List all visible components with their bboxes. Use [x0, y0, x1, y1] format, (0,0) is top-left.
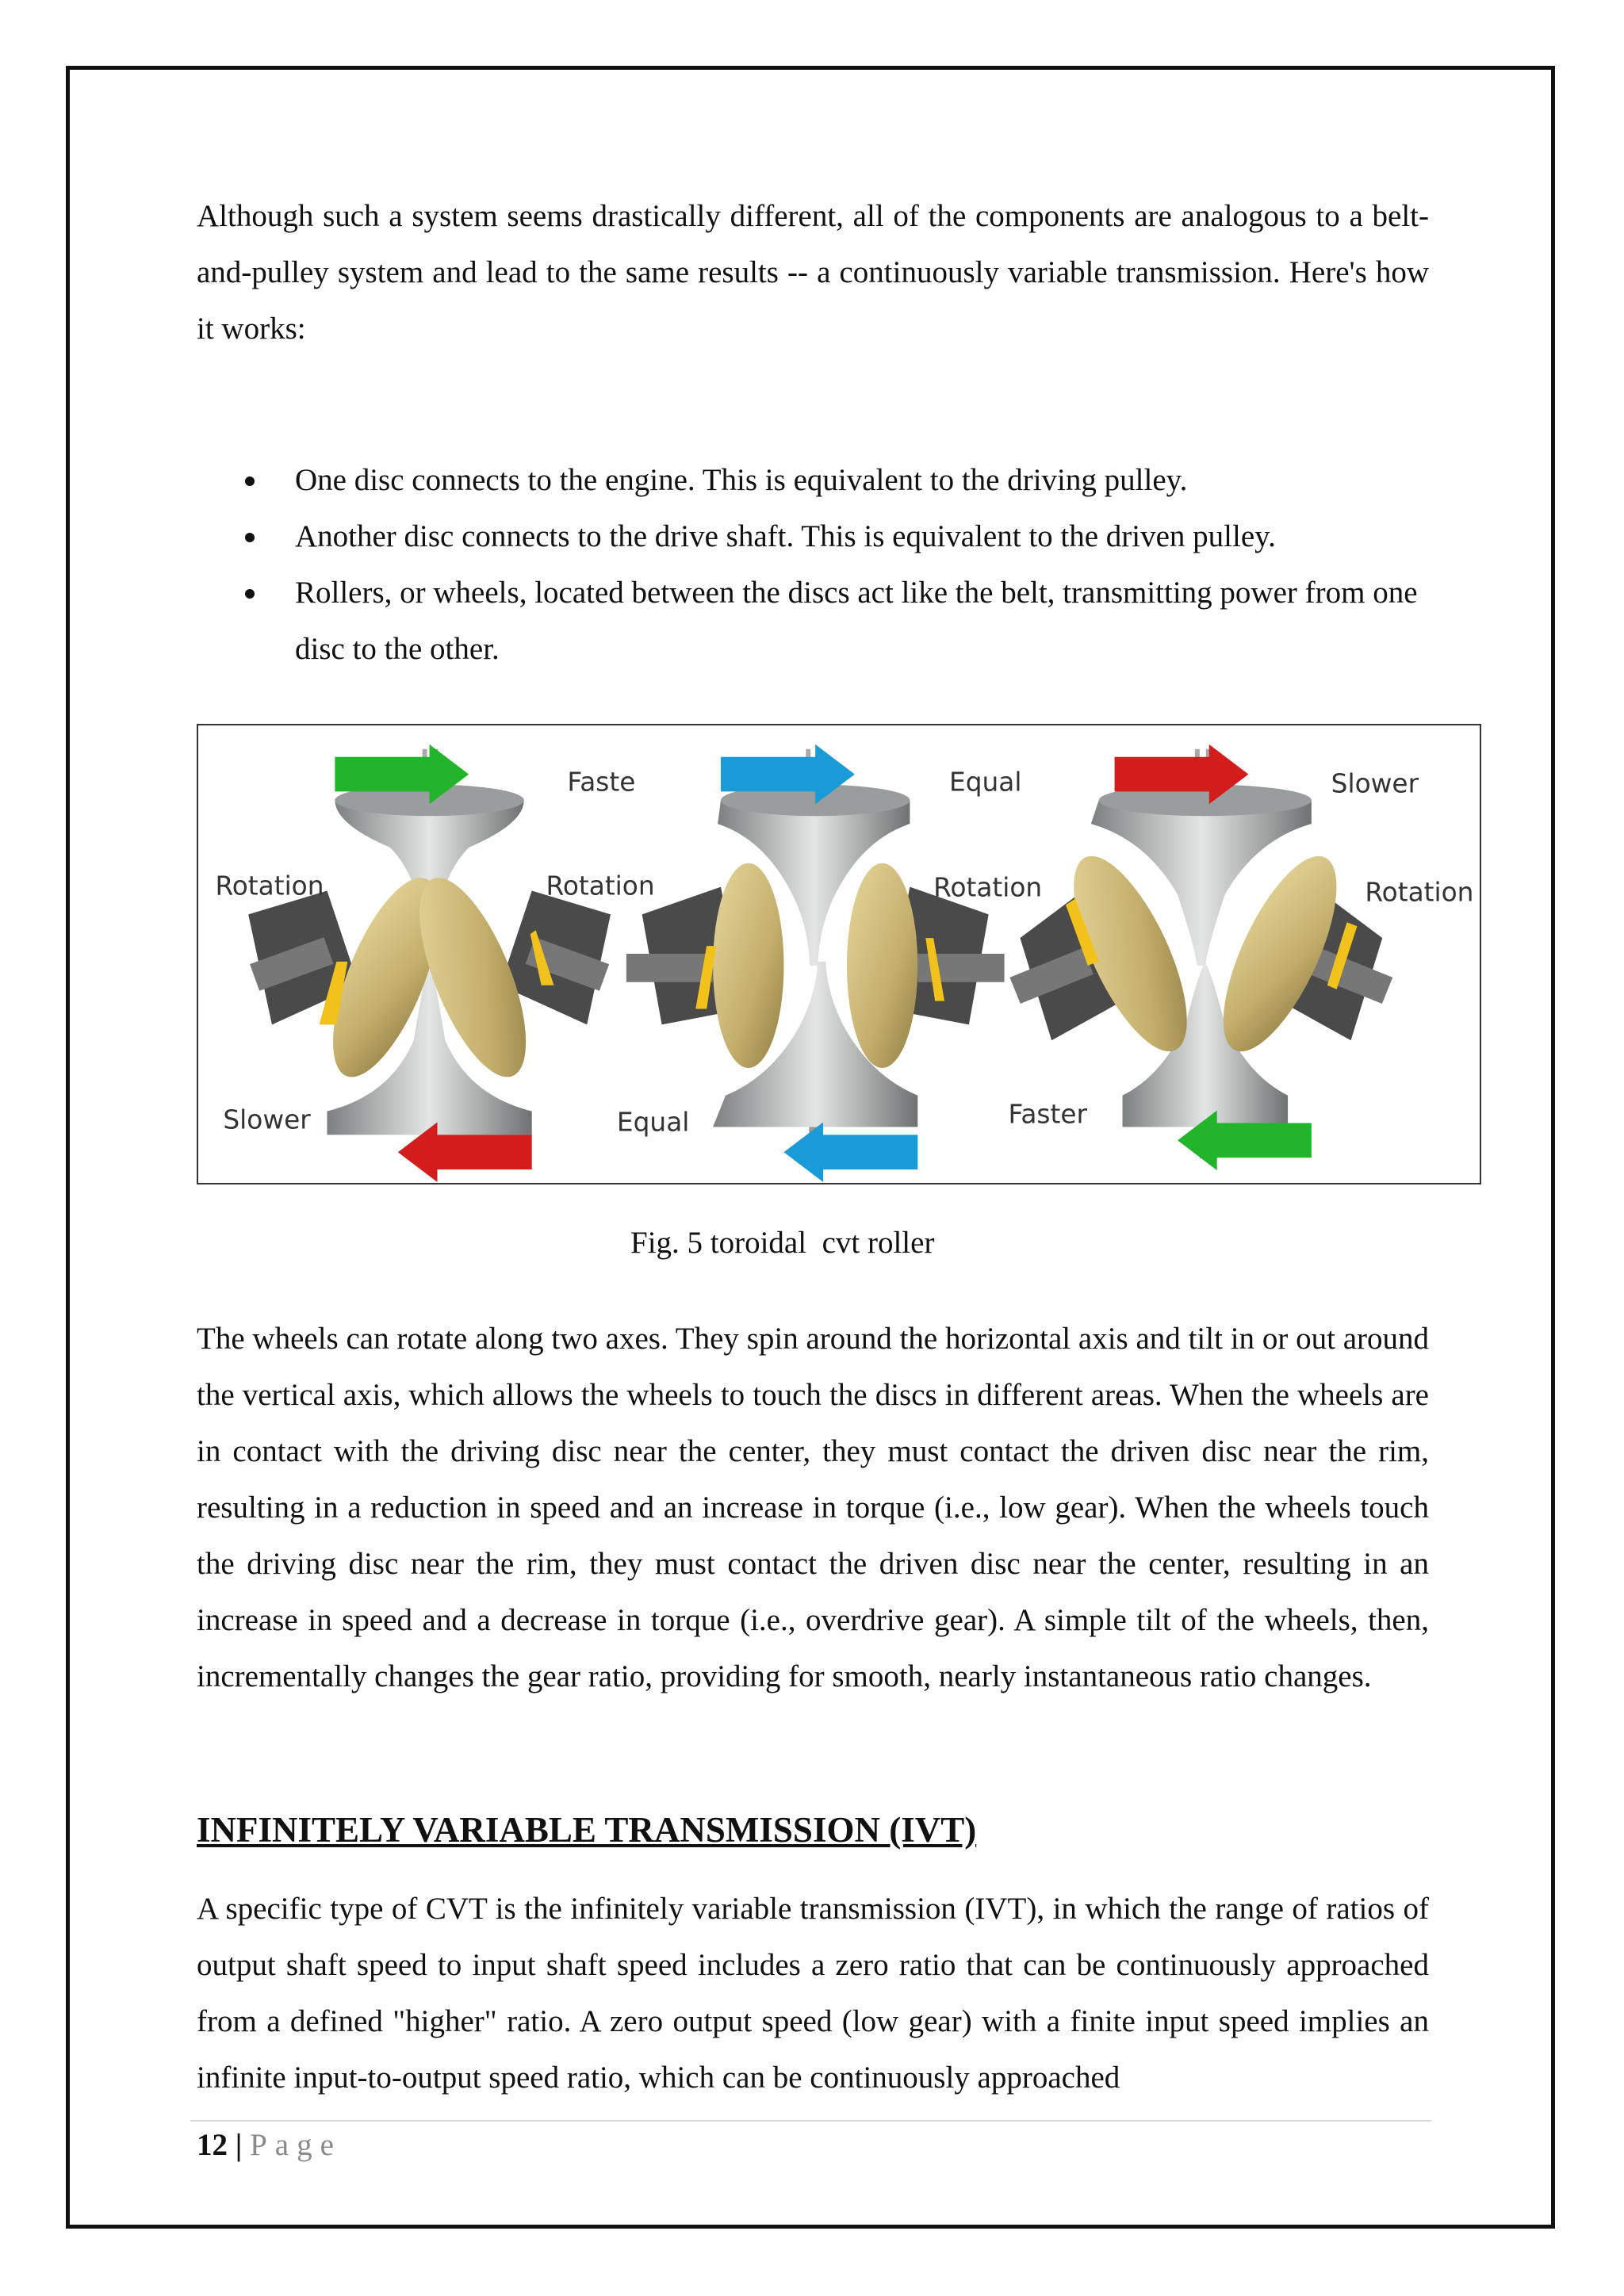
list-item [197, 564, 1429, 677]
arrow-left-blue-icon [783, 1123, 917, 1182]
toroidal-cvt-figure [197, 724, 1481, 1184]
label-slower-bottom: Slower [223, 1104, 311, 1135]
bullet-text: Another disc connects to the drive shaft. This is equivalent to the driven pulley. [295, 519, 1276, 553]
label-equal-top: Equal [949, 767, 1022, 798]
figure-caption: Fig. 5 toroidal cvt roller [630, 1226, 935, 1260]
footer-separator: | [235, 2128, 243, 2162]
footer-divider [190, 2120, 1431, 2122]
page-footer [197, 2123, 342, 2168]
label-slower-top: Slower [1331, 768, 1419, 799]
bullet-icon [245, 533, 255, 542]
page-number: 12 [197, 2128, 228, 2162]
bullet-icon [245, 476, 255, 486]
label-rotation: Rotation [933, 872, 1043, 903]
intro-paragraph: Although such a system seems drastically different, all of the components are analogous to a belt-and-pulley system and lead to the same results -- a continuously variable transmission. Here's how it works: [197, 199, 1429, 346]
bullet-icon [245, 589, 255, 599]
label-faster-bottom: Faster [1008, 1099, 1087, 1130]
label-equal-bottom: Equal [616, 1107, 690, 1138]
wheels-paragraph: The wheels can rotate along two axes. They spin around the horizontal axis and tilt in or out around the vertical axis, which allows the wheels to touch the discs in different areas. When the wheels are in contact with the driving disc near the center, they must contact the driven disc near the rim, resulting in a reduction in speed and an increase in torque (i.e., low gear). When the wheels touch the driving disc near the rim, they must contact the driven disc near the center, resulting in an increase in speed and a decrease in torque (i.e., overdrive gear). A simple tilt of the wheels, then, incrementally changes the gear ratio, providing for smooth, nearly instantaneous ratio changes. [197, 1322, 1429, 1693]
page-label: Page [250, 2128, 342, 2162]
list-item [197, 508, 1429, 564]
label-rotation: Rotation [546, 871, 655, 901]
bullet-text: Rollers, or wheels, located between the discs act like the belt, transmitting power from one disc to the other. [295, 576, 1418, 666]
section-heading: INFINITELY VARIABLE TRANSMISSION (IVT) [197, 1810, 977, 1850]
list-item [197, 452, 1429, 508]
bullet-list [197, 452, 1429, 677]
label-faster-top: Fastе [567, 767, 636, 798]
cvt-illustration [198, 725, 1480, 1183]
label-rotation: Rotation [215, 871, 324, 901]
bullet-text: One disc connects to the engine. This is equivalent to the driving pulley. [295, 463, 1188, 497]
label-rotation: Rotation [1365, 877, 1474, 908]
ivt-paragraph: A specific type of CVT is the infinitely variable transmission (IVT), in which the range of ratios of output shaft speed to input shaft speed includes a zero ratio that can be continuously approached from a defined "higher" ratio. A zero output speed (low gear) with a finite input speed implies an infinite input-to-output speed ratio, which can be continuously approached [197, 1892, 1429, 2095]
